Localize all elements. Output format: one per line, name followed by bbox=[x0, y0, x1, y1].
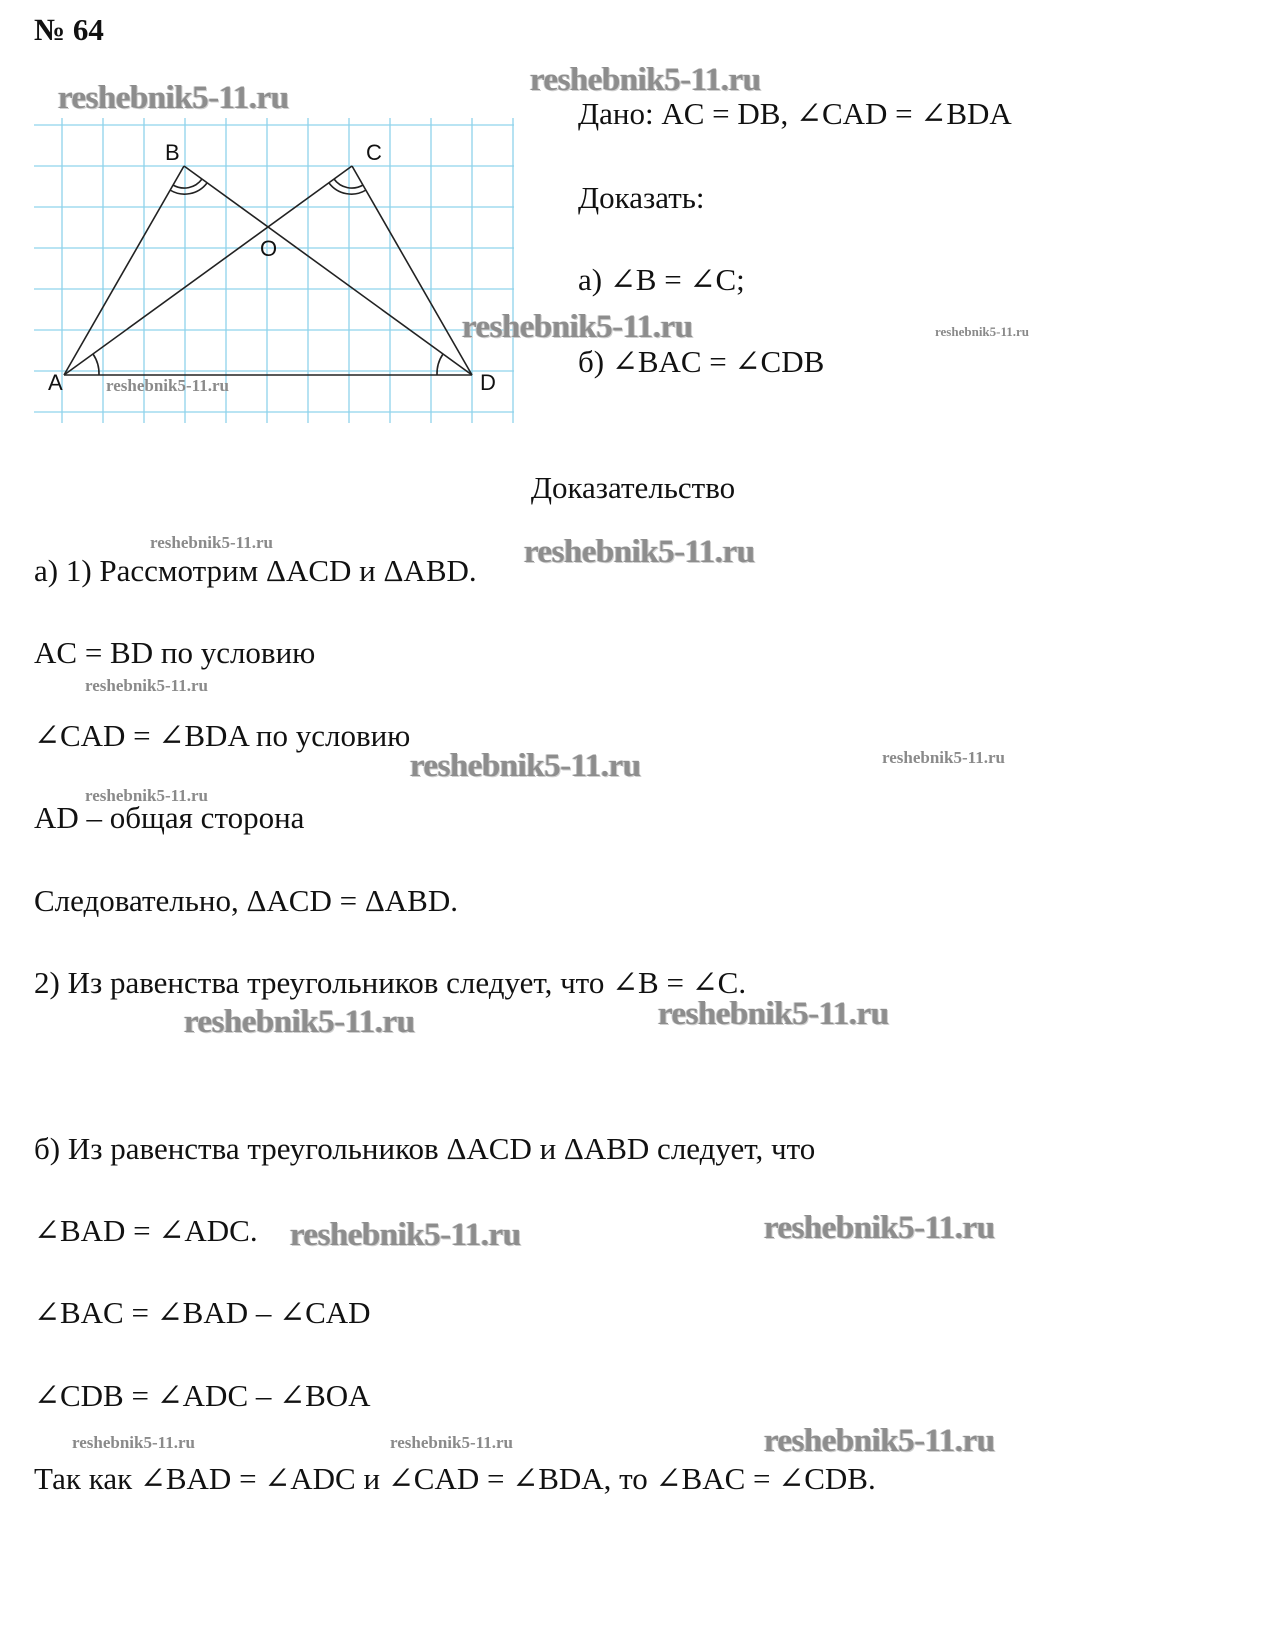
prove-label: Доказать: bbox=[578, 180, 705, 215]
watermark: reshebnik5-11.ru bbox=[106, 376, 229, 395]
watermark: reshebnik5-11.ru bbox=[530, 62, 761, 98]
prove-item-a: а) ∠B = ∠C; bbox=[578, 262, 745, 297]
watermark: reshebnik5-11.ru bbox=[290, 1217, 521, 1253]
angle-mark-d bbox=[437, 354, 443, 375]
label-d: D bbox=[480, 370, 496, 395]
watermark: reshebnik5-11.ru bbox=[764, 1423, 995, 1459]
proof-line-consider: а) 1) Рассмотрим ΔACD и ΔABD. bbox=[34, 553, 477, 588]
angle-mark-b-2 bbox=[170, 183, 207, 194]
proof-line-conclusion: Следовательно, ΔACD = ΔABD. bbox=[34, 883, 458, 918]
watermark: reshebnik5-11.ru bbox=[184, 1004, 415, 1040]
watermark: reshebnik5-11.ru bbox=[882, 748, 1005, 767]
proof-line-step2: 2) Из равенства треугольников следует, что ∠B = ∠C. bbox=[34, 965, 747, 1000]
proof-line-angles: ∠CAD = ∠BDA по условию bbox=[34, 718, 411, 753]
watermark: reshebnik5-11.ru bbox=[58, 80, 289, 116]
watermark: reshebnik5-11.ru bbox=[524, 534, 755, 570]
angle-mark-b-1 bbox=[173, 179, 202, 188]
proof-line-b-eq2: ∠BAC = ∠BAD – ∠CAD bbox=[34, 1295, 371, 1330]
watermark: reshebnik5-11.ru bbox=[72, 1433, 195, 1452]
proof-line-ac-bd: AC = BD по условию bbox=[34, 635, 316, 670]
proof-line-b-eq3: ∠CDB = ∠ADC – ∠BOA bbox=[34, 1378, 371, 1413]
segment-ac bbox=[64, 166, 352, 375]
watermark: reshebnik5-11.ru bbox=[658, 996, 889, 1032]
watermark: reshebnik5-11.ru bbox=[462, 309, 693, 345]
segment-cd bbox=[352, 166, 472, 375]
prove-item-b: б) ∠BAC = ∠CDB bbox=[578, 344, 825, 379]
proof-line-b-intro: б) Из равенства треугольников ΔACD и ΔABD следует, что bbox=[34, 1131, 816, 1166]
watermark: reshebnik5-11.ru bbox=[85, 786, 208, 805]
proof-line-common-side: AD – общая сторона bbox=[34, 800, 305, 835]
label-o: O bbox=[260, 236, 278, 261]
proof-line-b-eq1: ∠BAD = ∠ADC. bbox=[34, 1213, 258, 1248]
watermark: reshebnik5-11.ru bbox=[85, 676, 208, 695]
watermark: reshebnik5-11.ru bbox=[150, 533, 273, 552]
watermark: reshebnik5-11.ru bbox=[410, 748, 641, 784]
proof-line-final: Так как ∠BAD = ∠ADC и ∠CAD = ∠BDA, то ∠BAC = ∠CDB. bbox=[34, 1461, 876, 1496]
angle-mark-c-2 bbox=[329, 183, 366, 194]
label-a: A bbox=[48, 370, 63, 395]
segment-bd bbox=[184, 166, 472, 375]
watermark: reshebnik5-11.ru bbox=[935, 324, 1030, 339]
label-c: C bbox=[366, 140, 382, 165]
label-b: B bbox=[165, 140, 180, 165]
watermark: reshebnik5-11.ru bbox=[764, 1210, 995, 1246]
segment-ab bbox=[64, 166, 184, 375]
angle-mark-a bbox=[93, 354, 99, 375]
problem-number: № 64 bbox=[34, 12, 104, 47]
watermark: reshebnik5-11.ru bbox=[390, 1433, 513, 1452]
proof-title: Доказательство bbox=[530, 470, 736, 505]
given-text: Дано: AC = DB, ∠CAD = ∠BDA bbox=[578, 96, 1012, 131]
